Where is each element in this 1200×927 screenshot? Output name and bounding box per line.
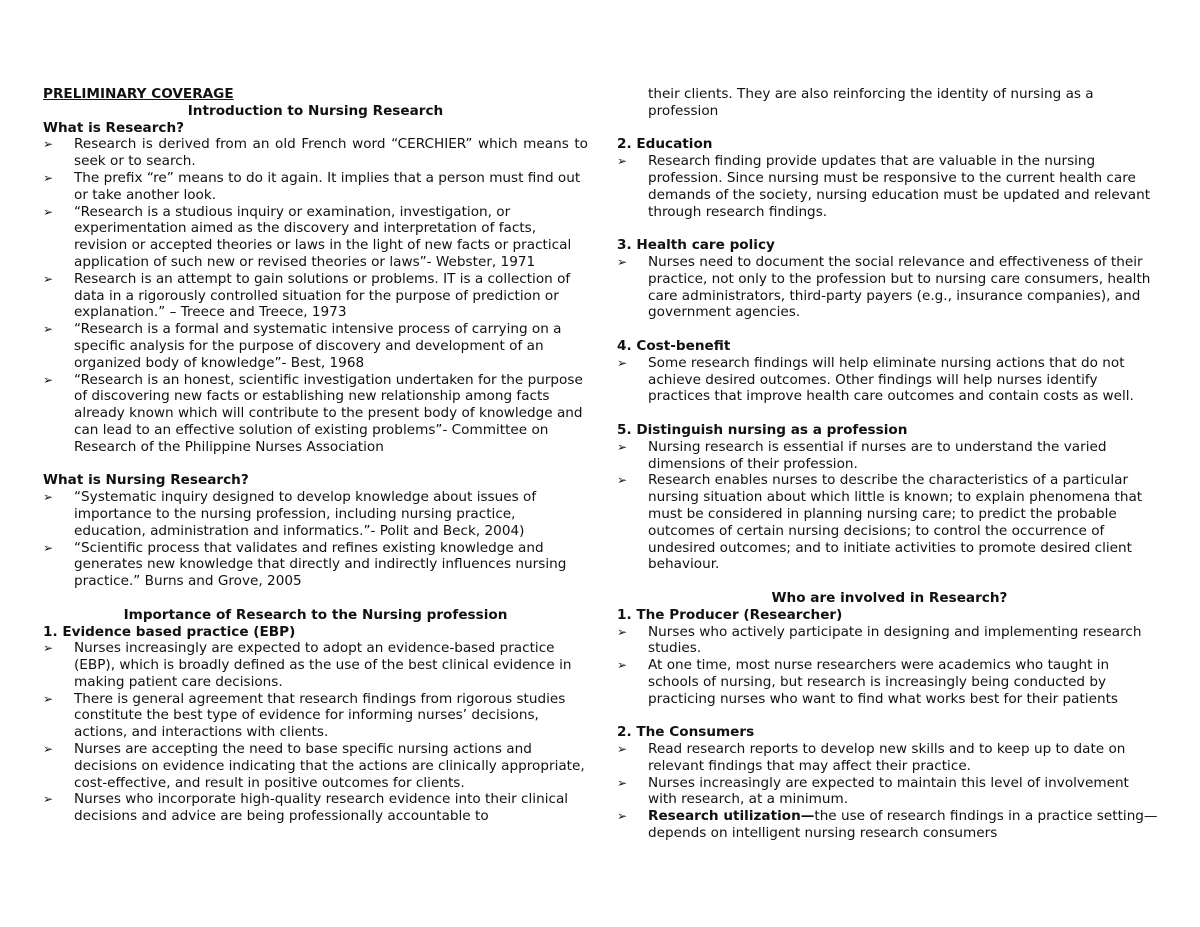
cost-benefit-heading: 4. Cost-benefit <box>617 337 731 354</box>
distinguish-nursing-heading: 5. Distinguish nursing as a profession <box>617 421 908 438</box>
what-is-research-heading: What is Research? <box>43 119 185 136</box>
list-item: ➢ Research enables nurses to describe the characteristics of a particular nursing situation about which little is known; to explain phenomena that must be considered in planning nursing care; to predict the probable outcomes of certain nursing decisions; to control the occurrence of undesired outcomes; and to initiate activities to promote desired client behaviour. <box>617 472 1143 573</box>
arrow-bullet-icon: ➢ <box>43 322 54 337</box>
list-item: ➢ Research is an attempt to gain solutions or problems. IT is a collection of data in a rigorously controlled situation for the purpose of prediction or explanation.” – Treece and Treece, 1973 <box>43 270 571 321</box>
preliminary-coverage-heading: PRELIMINARY COVERAGE <box>43 86 234 102</box>
list-item: ➢ “Research is a formal and systematic intensive process of carrying on a specific analysis for the purpose of discovery and development of an organized body of knowledge”- Best, 1968 <box>43 321 562 371</box>
list-item: ➢ “Systematic inquiry designed to develop knowledge about issues of importance to the nursing profession, including nursing practice, education, administration and informatics.”- Polit and Beck, 2004) <box>43 489 537 539</box>
arrow-bullet-icon: ➢ <box>617 439 628 454</box>
arrow-bullet-icon: ➢ <box>43 170 54 185</box>
list-item: ➢ Nurses who actively participate in designing and implementing research studies. <box>617 623 1142 657</box>
list-item: ➢ The prefix “re” means to do it again. It implies that a person must find out or take another look. <box>43 169 581 203</box>
arrow-bullet-icon: ➢ <box>617 473 628 488</box>
arrow-bullet-icon: ➢ <box>43 490 54 505</box>
arrow-bullet-icon: ➢ <box>43 691 54 706</box>
list-item: ➢ Nurses who incorporate high-quality research evidence into their clinical decisions and advice are being professionally accountable to <box>43 791 569 825</box>
importance-section-title: Importance of Research to the Nursing profession <box>123 606 508 623</box>
list-item: ➢ There is general agreement that research findings from rigorous studies constitute the best type of evidence for informing nurses’ decisions, actions, and interactions with clients. <box>43 690 566 741</box>
arrow-bullet-icon: ➢ <box>617 658 628 673</box>
list-item: ➢ Research is derived from an old French word “CERCHIER” which means to seek or to search. <box>43 136 588 170</box>
ebp-heading: 1. Evidence based practice (EBP) <box>43 623 296 640</box>
list-item: ➢ Nursing research is essential if nurses are to understand the varied dimensions of their profession. <box>617 438 1107 472</box>
education-heading: 2. Education <box>617 136 713 153</box>
list-item: ➢ Research finding provide updates that are valuable in the nursing profession. Since nursing must be responsive to the current health care demands of the society, nursing education must be updated and relevant through research findings. <box>617 153 1151 220</box>
arrow-bullet-icon: ➢ <box>617 775 628 790</box>
arrow-bullet-icon: ➢ <box>43 372 54 387</box>
right-column <box>617 86 1162 842</box>
list-item: ➢ “Research is an honest, scientific investigation undertaken for the purpose of discovering new facts or establishing new relationship among facts already known which will contribute to the present body of knowledge and can lead to an effective solution of existing problems”- Committee on Research of the Philippine Nurses Association <box>43 371 583 455</box>
research-utilization-term: Research utilization— <box>648 808 815 825</box>
list-item: ➢ “Scientific process that validates and refines existing knowledge and generates new knowledge that directly and indirectly influences nursing practice.” Burns and Grove, 2005 <box>43 539 567 590</box>
what-is-nursing-research-heading: What is Nursing Research? <box>43 472 249 489</box>
arrow-bullet-icon: ➢ <box>617 254 628 269</box>
arrow-bullet-icon: ➢ <box>617 742 628 757</box>
list-item: ➢ Nurses increasingly are expected to adopt an evidence-based practice (EBP), which is broadly defined as the use of the best clinical evidence in making patient care decisions. <box>43 640 572 690</box>
consumers-heading: 2. The Consumers <box>617 724 755 741</box>
arrow-bullet-icon: ➢ <box>617 355 628 370</box>
who-are-involved-title: Who are involved in Research? <box>771 589 1008 606</box>
health-care-policy-heading: 3. Health care policy <box>617 237 775 254</box>
producer-heading: 1. The Producer (Researcher) <box>617 606 843 623</box>
page-title: Introduction to Nursing Research <box>187 102 444 119</box>
arrow-bullet-icon: ➢ <box>43 137 54 152</box>
list-item: ➢ Nurses increasingly are expected to maintain this level of involvement with research, at a minimum. <box>617 774 1129 808</box>
arrow-bullet-icon: ➢ <box>43 641 54 656</box>
list-item: ➢ Some research findings will help eliminate nursing actions that do not achieve desired outcomes. Other findings will help nurses identify practices that improve health care outcomes and contain costs as well. <box>617 354 1134 405</box>
arrow-bullet-icon: ➢ <box>43 742 54 757</box>
research-utilization-definition: the use of research findings in a practice setting— depends on intelligent nursing research consumers <box>648 808 1158 842</box>
arrow-bullet-icon: ➢ <box>43 792 54 807</box>
list-item: ➢ Nurses are accepting the need to base specific nursing actions and decisions on evidence indicating that the actions are clinically appropriate, cost-effective, and result in positive outcomes for clients. <box>43 741 585 791</box>
arrow-bullet-icon: ➢ <box>617 624 628 639</box>
arrow-bullet-icon: ➢ <box>43 204 54 219</box>
list-item: ➢ “Research is a studious inquiry or examination, investigation, or experimentation aimed as the discovery and interpretation of facts, revision or accepted theories or laws in the light of new facts or practical application of such new or revised theories or laws”- Webster, 1971 <box>43 203 572 270</box>
list-item: ➢ Nurses need to document the social relevance and effectiveness of their practice, not only to the profession but to nursing care consumers, health care administrators, third-party payers (e.g., insurance companies), and government agencies. <box>617 253 1151 321</box>
arrow-bullet-icon: ➢ <box>617 809 628 824</box>
continued-text: their clients. They are also reinforcing the identity of nursing as a profession <box>648 86 1094 119</box>
arrow-bullet-icon: ➢ <box>617 154 628 169</box>
left-column <box>43 86 588 825</box>
list-item: ➢ At one time, most nurse researchers were academics who taught in schools of nursing, but research is increasingly being conducted by practicing nurses who want to find what works best for their patients <box>617 657 1118 707</box>
arrow-bullet-icon: ➢ <box>43 271 54 286</box>
arrow-bullet-icon: ➢ <box>43 540 54 555</box>
list-item <box>617 808 1162 842</box>
list-item: ➢ Read research reports to develop new skills and to keep up to date on relevant findings that may affect their practice. <box>617 741 1126 774</box>
